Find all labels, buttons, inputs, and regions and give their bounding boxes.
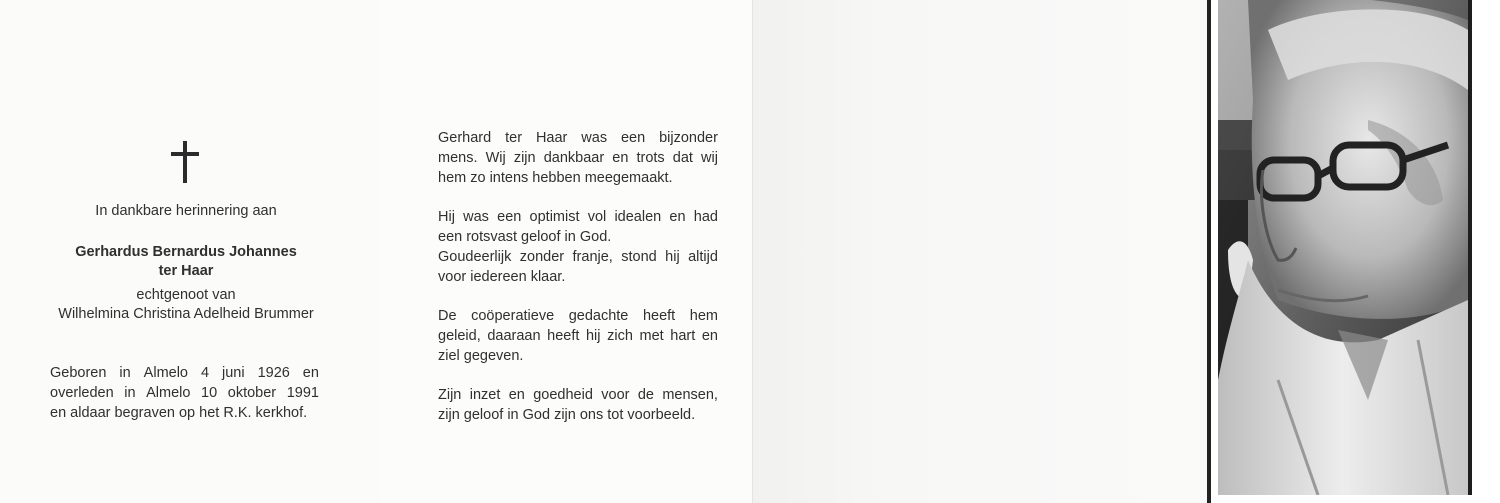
tribute-word: geleid,: [438, 328, 481, 344]
tribute-line: [438, 128, 718, 148]
card-fold: [752, 0, 753, 503]
tribute-word: wij: [701, 150, 718, 166]
photo-border: [1207, 0, 1211, 503]
tribute-line: [438, 306, 718, 326]
birth-word: juni: [222, 365, 245, 381]
portrait-photo: [1218, 0, 1472, 495]
birth-word: in: [119, 365, 131, 381]
tribute-word: dat: [672, 150, 693, 166]
death-word: Almelo: [146, 385, 191, 401]
tribute-word: coöperatieve: [471, 308, 555, 324]
tribute-word: zijn: [513, 150, 536, 166]
tribute-line: voor iedereen klaar.: [438, 269, 566, 285]
tribute-word: Haar: [535, 130, 568, 146]
tribute-word: en: [669, 209, 686, 225]
death-line: [50, 383, 319, 403]
tribute-word: inzet: [469, 387, 501, 403]
birth-word: 1926: [257, 365, 290, 381]
tribute-word: en: [701, 328, 718, 344]
tribute-word: gedachte: [568, 308, 629, 324]
tribute-word: de: [637, 387, 654, 403]
tribute-word: en: [508, 387, 525, 403]
tribute-line: [438, 326, 718, 346]
tribute-word: Hij: [438, 209, 455, 225]
tribute-word: een: [497, 209, 522, 225]
tribute-word: zonder: [519, 249, 565, 265]
birth-word: Geboren: [50, 365, 107, 381]
tribute-word: daaraan: [487, 328, 541, 344]
tribute-line: ziel gegeven.: [438, 348, 524, 364]
tribute-word: stond: [621, 249, 657, 265]
death-word: overleden: [50, 385, 114, 401]
death-word: oktober: [227, 385, 277, 401]
tribute-word: dankbaar: [543, 150, 605, 166]
tribute-word: vol: [587, 209, 607, 225]
tribute-line: [438, 148, 718, 168]
deceased-name-line2: ter Haar: [158, 263, 214, 279]
death-word: 10: [201, 385, 218, 401]
tribute-word: bijzonder: [659, 130, 718, 146]
tribute-word: goedheid: [533, 387, 593, 403]
tribute-word: voor: [601, 387, 630, 403]
tribute-word: hart: [670, 328, 696, 344]
tribute-line: [438, 207, 718, 227]
birth-word: Almelo: [143, 365, 188, 381]
tribute-line: zijn geloof in God zijn ons tot voorbeeld.: [438, 407, 696, 423]
tribute-word: optimist: [529, 209, 580, 225]
death-word: in: [124, 385, 136, 401]
tribute-word: met: [639, 328, 664, 344]
tribute-word: Wij: [485, 150, 506, 166]
tribute-word: Zijn: [438, 387, 462, 403]
tribute-word: was: [463, 209, 489, 225]
tribute-word: hij: [665, 249, 680, 265]
tribute-line: een rotsvast geloof in God.: [438, 229, 612, 245]
tribute-word: was: [581, 130, 608, 146]
tribute-word: heeft: [547, 328, 580, 344]
tribute-word: idealen: [614, 209, 662, 225]
intro-text: In dankbare herinnering aan: [95, 203, 277, 219]
tribute-word: De: [438, 308, 457, 324]
spouse-name: Wilhelmina Christina Adelheid Brummer: [58, 306, 314, 322]
spouse-label: echtgenoot van: [136, 287, 236, 303]
tribute-word: hij: [585, 328, 601, 344]
tribute-line: hem zo intens hebben meegemaakt.: [438, 170, 673, 186]
tribute-line: [438, 385, 718, 405]
birth-line: [50, 363, 319, 383]
blank-panel: [752, 0, 1207, 503]
tribute-word: mens.: [438, 150, 478, 166]
tribute-word: en: [612, 150, 629, 166]
tribute-word: altijd: [688, 249, 718, 265]
tribute-word: Gerhard: [438, 130, 492, 146]
tribute-word: had: [693, 209, 718, 225]
cross-icon: [171, 141, 199, 183]
death-word: 1991: [286, 385, 319, 401]
tribute-word: mensen,: [662, 387, 718, 403]
tribute-word: franje,: [572, 249, 613, 265]
birth-word: en: [302, 365, 319, 381]
tribute-word: ter: [505, 130, 523, 146]
tribute-word: Goudeerlijk: [438, 249, 512, 265]
tribute-line: [438, 247, 718, 267]
tribute-word: hem: [689, 308, 718, 324]
tribute-word: zich: [607, 328, 633, 344]
birth-word: 4: [200, 365, 210, 381]
tribute-word: een: [620, 130, 646, 146]
tribute-word: trots: [636, 150, 665, 166]
deceased-name-line1: Gerhardus Bernardus Johannes: [75, 244, 297, 260]
tribute-word: heeft: [642, 308, 676, 324]
burial-line: en aldaar begraven op het R.K. kerkhof.: [50, 405, 308, 421]
